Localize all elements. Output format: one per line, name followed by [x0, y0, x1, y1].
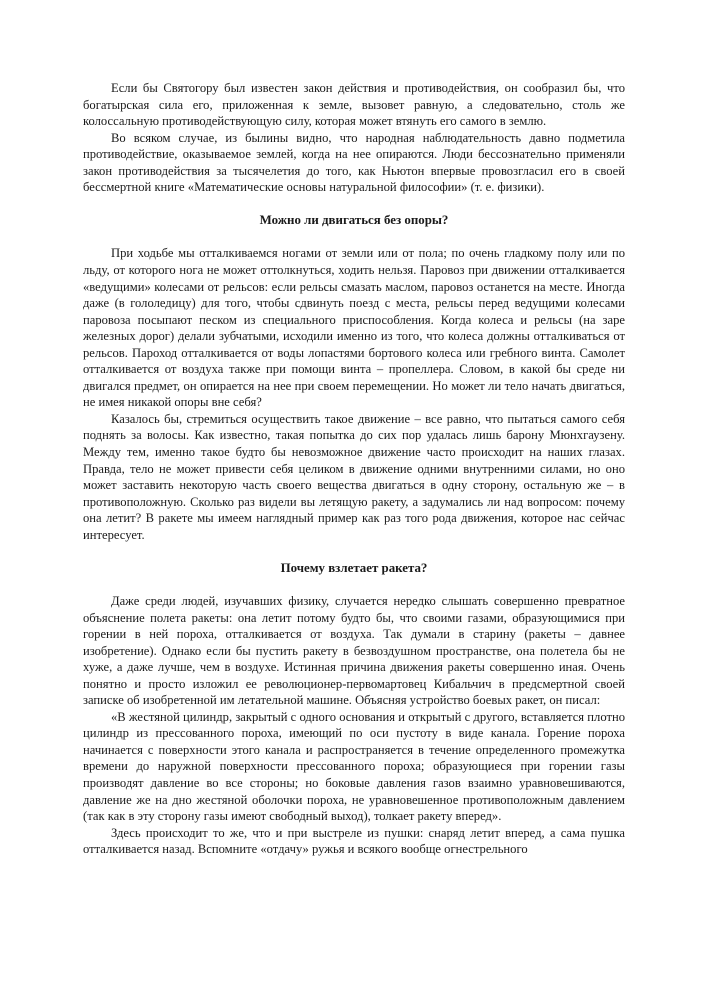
text-column — [83, 80, 625, 858]
spacer-after-heading-1 — [83, 229, 625, 246]
spacer-before-heading-1 — [83, 196, 625, 213]
heading-why-rocket-launches: Почему взлетает ракета? — [280, 560, 428, 575]
paragraph-walking-pushing-off: При ходьбе мы отталкиваемся ногами от земли или от пола; по очень гладкому полу или по льду, от которого нога не может оттолкнуться, ходить нельзя. Паровоз при движении отталкивается «ведущими» колесами от рельсов: если рельсы смазать маслом, паровоз останется на месте. Иногда даже (в гололедицу) для того, чтобы сдвинуть поезд с места, рельсы перед ведущими колесами паровоза посыпают песком из специального приспособления. Когда колеса и рельсы (на заре железных дорог) делали зубчатыми, исходили именно из того, что колеса должны отталкиваться от рельсов. Пароход отталкивается от воды лопастями бортового колеса или гребного винта. Самолет отталкивается от воздуха также при помощи винта – пропеллера. Словом, в какой бы среде ни двигался предмет, он опирается на нее при своем перемещении. Но может ли тело начать двигаться, не имея никакой опоры вне себя? — [83, 246, 625, 410]
spacer-after-heading-2 — [83, 576, 625, 593]
paragraph-svyatogor-law: Если бы Святогору был известен закон действия и противодействия, он сообразил бы, что богатырская сила его, приложенная к земле, вызовет равную, а следовательно, столь же колоссальную противодействующую силу, которая может втянуть его самого в землю. — [83, 81, 625, 129]
paragraph-newton-principia: Во всяком случае, из былины видно, что народная наблюдательность давно подметила противодействие, оказываемое землей, когда на нее опираются. Люди бессознательно применяли закон противодействия за тысячелетия до того, как Ньютон впервые провозгласил его в своей бессмертной книге «Математические основы натуральной философии» (т. е. физики). — [83, 130, 625, 195]
paragraph-munchausen-rocket: Казалось бы, стремиться осуществить такое движение – все равно, что пытаться самого себя поднять за волосы. Как известно, такая попытка до сих пор удалась лишь барону Мюнхгаузену. Между тем, именно такое будто бы невозможное движение часто происходит на наших глазах. Правда, тело не может привести себя целиком в движение одними внутренними силами, но оно может заставить некоторую часть своего вещества двигаться в одну сторону, остальную же – в противоположную. Сколько раз видели вы летящую ракету, а задумались ли над вопросом: почему она летит? В ракете мы имеем наглядный пример как раз того рода движения, которое нас сейчас интересует. — [83, 411, 625, 542]
paragraph-kibalchich-explanation: Даже среди людей, изучавших физику, случается нередко слышать совершенно превратное объяснение полета ракеты: она летит потому будто бы, что своими газами, образующимися при горении в ней пороха, отталкивается от воздуха. Так думали в старину (ракеты – давнее изобретение). Однако если бы пустить ракету в безвоздушном пространстве, она полетела бы не хуже, а даже лучше, чем в воздухе. Истинная причина движения ракеты совершенно иная. Очень понятно и просто изложил ее революционер-первомартовец Кибальчич в предсмертной своей записке об изобретенной им летательной машине. Объясняя устройство боевых ракет, он писал: — [83, 593, 625, 708]
spacer-before-heading-2 — [83, 543, 625, 560]
paragraph-cannon-recoil: Здесь происходит то же, что и при выстреле из пушки: снаряд летит вперед, а сама пушка отталкивается назад. Вспомните «отдачу» ружья и всякого вообще огнестрельного — [83, 825, 625, 857]
heading-movement-without-support: Можно ли двигаться без опоры? — [259, 213, 449, 228]
paragraph-kibalchich-quotation: «В жестяной цилиндр, закрытый с одного основания и открытый с другого, вставляется плотно цилиндр из прессованного пороха, имеющий по оси пустоту в виде канала. Горение пороха начинается с поверхности этого канала и распространяется в течение определенного промежутка времени до наружной поверхности прессованного пороха; образующиеся при горении газы производят давление во все стороны; но боковые давления газов взаимно уравновешиваются, давление же на дно жестяной оболочки пороха, не уравновешенное противоположным давлением (так как в эту сторону газы имеют свободный выход), толкает ракету вперед». — [83, 709, 625, 824]
